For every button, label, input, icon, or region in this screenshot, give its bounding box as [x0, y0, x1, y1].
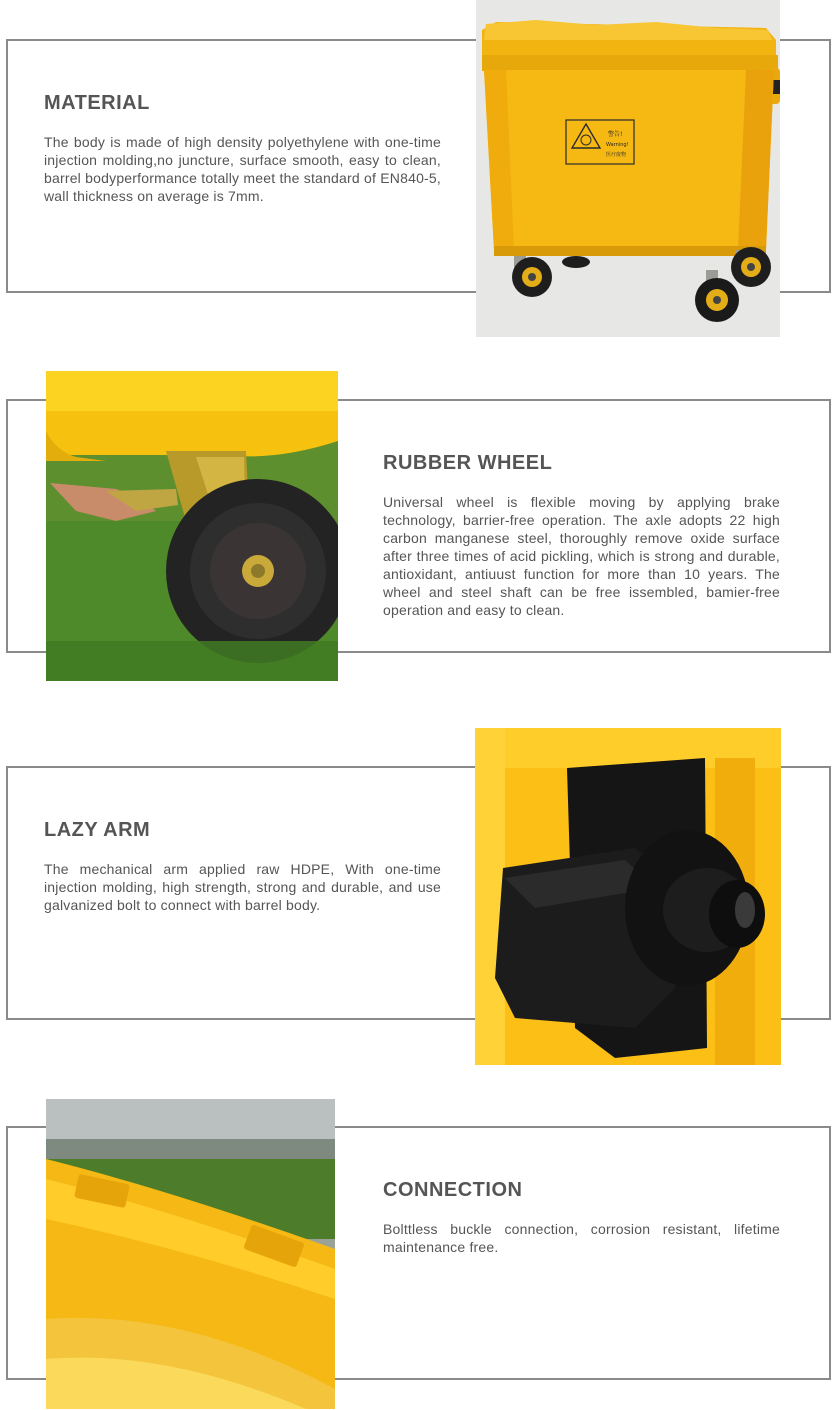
- lazy-arm-title: LAZY ARM: [44, 819, 151, 841]
- material-title: MATERIAL: [44, 92, 150, 114]
- rubber-wheel-illustration: [46, 371, 338, 681]
- rubber-wheel-photo-icon: [46, 371, 338, 681]
- bin-label-line2: Warning!: [606, 142, 629, 148]
- lazy-arm-illustration: [475, 728, 781, 1065]
- lazy-arm-text-block: [44, 819, 441, 914]
- rubber-wheel-title: RUBBER WHEEL: [383, 452, 553, 474]
- bin-label-line1: 警告!: [608, 131, 623, 138]
- lazy-arm-description: The mechanical arm applied raw HDPE, With one-time injection molding, high strength, strong and durable, and use galvanized bolt to connect with barrel body.: [44, 861, 441, 913]
- bin-label-line3: 医疗废物: [606, 152, 627, 158]
- lid-connection-illustration: [46, 1099, 335, 1409]
- connection-text-block: [383, 1179, 780, 1256]
- connection-description: Bolttless buckle connection, corrosion resistant, lifetime maintenance free.: [383, 1221, 780, 1255]
- yellow-medical-waste-bin-icon: [476, 0, 780, 337]
- lazy-arm-photo-icon: [475, 728, 781, 1065]
- lid-connection-photo-icon: [46, 1099, 335, 1409]
- material-description: The body is made of high density polyethylene with one-time injection molding,no juncture, surface smooth, easy to clean, barrel bodyperformance totally meet the standard of EN840-5, wall thickness on average is 7mm.: [44, 134, 441, 204]
- waste-bin-illustration: [476, 0, 780, 337]
- rubber-wheel-text-block: [383, 452, 780, 619]
- connection-title: CONNECTION: [383, 1179, 523, 1201]
- rubber-wheel-description: Universal wheel is flexible moving by applying brake technology, barrier-free operation. The axle adopts 22 high carbon manganese steel, thoroughly remove oxide surface after three times of acid pickling, which is strong and durable, antioxidant, antiuust function for more than 10 years. The wheel and steel shaft can be free issembled, bamier-free operation and easy to clean.: [383, 494, 780, 618]
- material-text-block: [44, 92, 441, 205]
